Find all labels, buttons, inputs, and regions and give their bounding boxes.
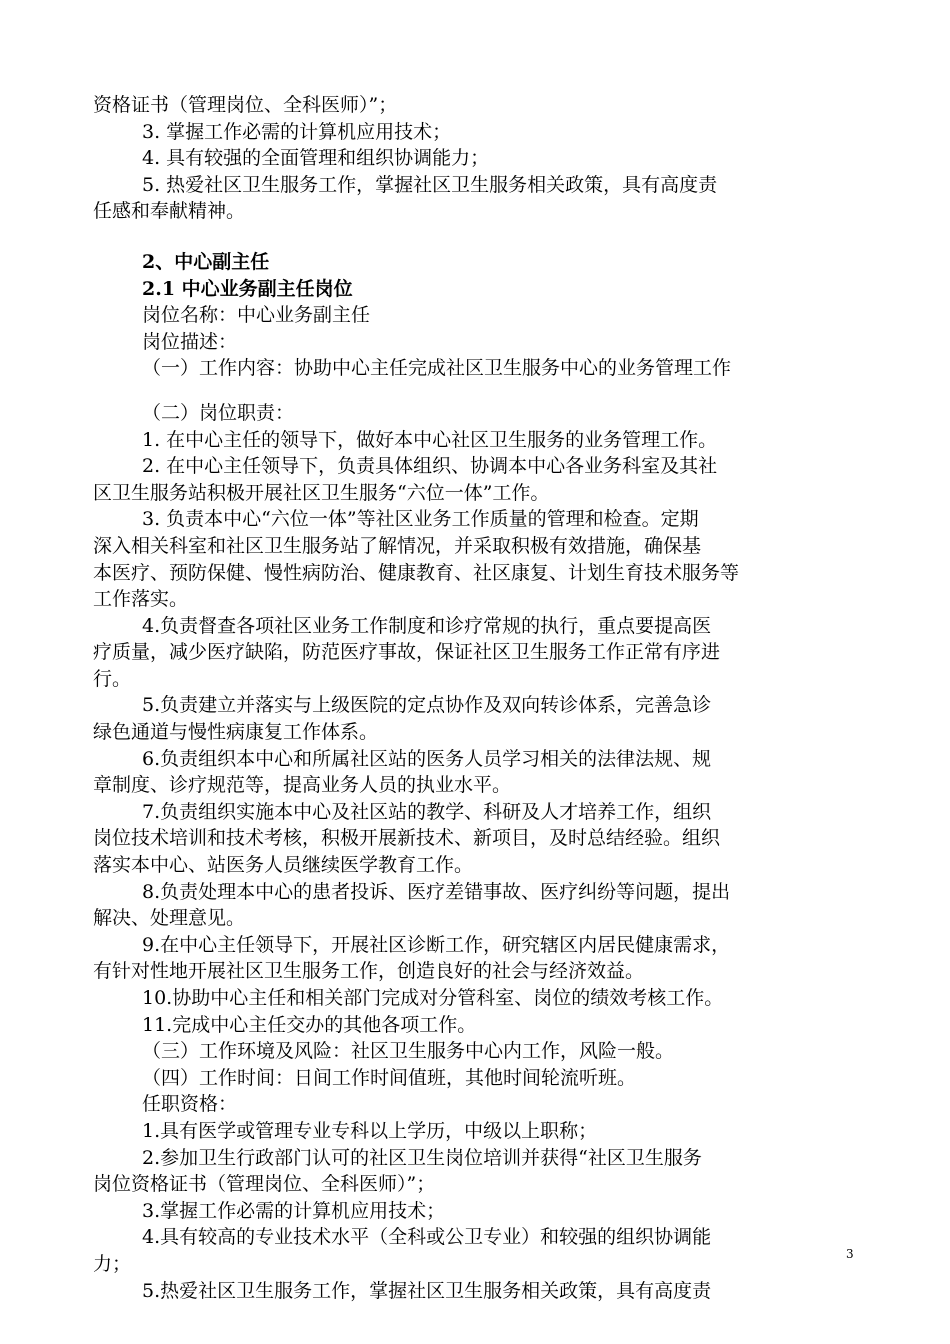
text-line: 深入相关科室和社区卫生服务站了解情况，并采取积极有效措施，确保基 <box>93 534 702 557</box>
text-line: 疗质量，减少医疗缺陷，防范医疗事故，保证社区卫生服务工作正常有序进 <box>93 641 721 664</box>
text-line: （二）岗位职责： <box>142 401 295 424</box>
text-line: 5. 热爱社区卫生服务工作，掌握社区卫生服务相关政策，具有高度责 <box>142 173 718 196</box>
text-line: 岗位技术培训和技术考核，积极开展新技术、新项目，及时总结经验。组织 <box>93 827 721 850</box>
spacer <box>93 225 858 249</box>
text-line: 区卫生服务站积极开展社区卫生服务“六位一体”工作。 <box>93 481 550 504</box>
text-line: 章制度、诊疗规范等，提高业务人员的执业水平。 <box>93 774 512 797</box>
text-line: 9.在中心主任领导下，开展社区诊断工作，研究辖区内居民健康需求， <box>142 933 731 956</box>
subsection-heading: 2.1 中心业务副主任岗位 <box>142 277 353 300</box>
text-line: 4.负责督查各项社区业务工作制度和诊疗常规的执行，重点要提高医 <box>142 614 712 637</box>
text-line: 行。 <box>93 667 132 690</box>
text-line: 资格证书（管理岗位、全科医师）”； <box>93 94 398 116</box>
text-line: 1. 在中心主任的领导下，做好本中心社区卫生服务的业务管理工作。 <box>142 428 718 451</box>
section-heading: 2、中心副主任 <box>142 250 270 273</box>
text-line: 岗位资格证书（管理岗位、全科医师）”； <box>93 1173 436 1196</box>
text-line: 4.具有较高的专业技术水平（全科或公卫专业）和较强的组织协调能 <box>142 1226 712 1249</box>
text-line: 绿色通道与慢性病康复工作体系。 <box>93 721 379 744</box>
document-body <box>93 92 858 1304</box>
text-line: 1.具有医学或管理专业专科以上学历，中级以上职称； <box>142 1119 598 1142</box>
text-line: 解决、处理意见。 <box>93 907 246 930</box>
text-line: 任感和奉献精神。 <box>93 200 246 223</box>
page-number: 3 <box>846 1247 854 1261</box>
text-line: 5.热爱社区卫生服务工作，掌握社区卫生服务相关政策，具有高度责 <box>142 1279 712 1302</box>
text-line: 任职资格： <box>142 1093 238 1116</box>
text-line: 6.负责组织本中心和所属社区站的医务人员学习相关的法律法规、规 <box>142 747 712 770</box>
text-line: 力； <box>93 1252 132 1275</box>
text-line: 8.负责处理本中心的患者投诉、医疗差错事故、医疗纠纷等问题，提出 <box>142 880 731 903</box>
text-line: （四）工作时间：日间工作时间值班，其他时间轮流听班。 <box>142 1066 637 1089</box>
text-line: 2. 在中心主任领导下，负责具体组织、协调本中心各业务科室及其社 <box>142 455 718 478</box>
text-line: 岗位描述： <box>142 330 238 353</box>
text-line: 5.负责建立并落实与上级医院的定点协作及双向转诊体系，完善急诊 <box>142 694 712 717</box>
text-line: （一）工作内容：协助中心主任完成社区卫生服务中心的业务管理工作 <box>142 357 732 380</box>
text-line: 2.参加卫生行政部门认可的社区卫生岗位培训并获得“社区卫生服务 <box>142 1146 702 1169</box>
text-line: 3.掌握工作必需的计算机应用技术； <box>142 1199 446 1222</box>
text-line: 岗位名称：中心业务副主任 <box>142 304 371 327</box>
text-line: （三）工作环境及风险：社区卫生服务中心内工作，风险一般。 <box>142 1040 675 1063</box>
text-line: 11.完成中心主任交办的其他各项工作。 <box>142 1013 477 1036</box>
spacer <box>93 382 858 400</box>
text-line: 本医疗、预防保健、慢性病防治、健康教育、社区康复、计划生育技术服务等 <box>93 561 740 584</box>
text-line: 4. 具有较强的全面管理和组织协调能力； <box>142 147 490 170</box>
text-line: 有针对性地开展社区卫生服务工作，创造良好的社会与经济效益。 <box>93 960 645 983</box>
text-line: 7.负责组织实施本中心及社区站的教学、科研及人才培养工作，组织 <box>142 800 712 823</box>
text-line: 工作落实。 <box>93 588 189 611</box>
text-line: 3. 掌握工作必需的计算机应用技术； <box>142 120 452 143</box>
text-line: 落实本中心、站医务人员继续医学教育工作。 <box>93 854 474 877</box>
text-line: 10.协助中心主任和相关部门完成对分管科室、岗位的绩效考核工作。 <box>142 987 724 1009</box>
text-line: 3. 负责本中心“六位一体”等社区业务工作质量的管理和检查。定期 <box>142 508 699 531</box>
